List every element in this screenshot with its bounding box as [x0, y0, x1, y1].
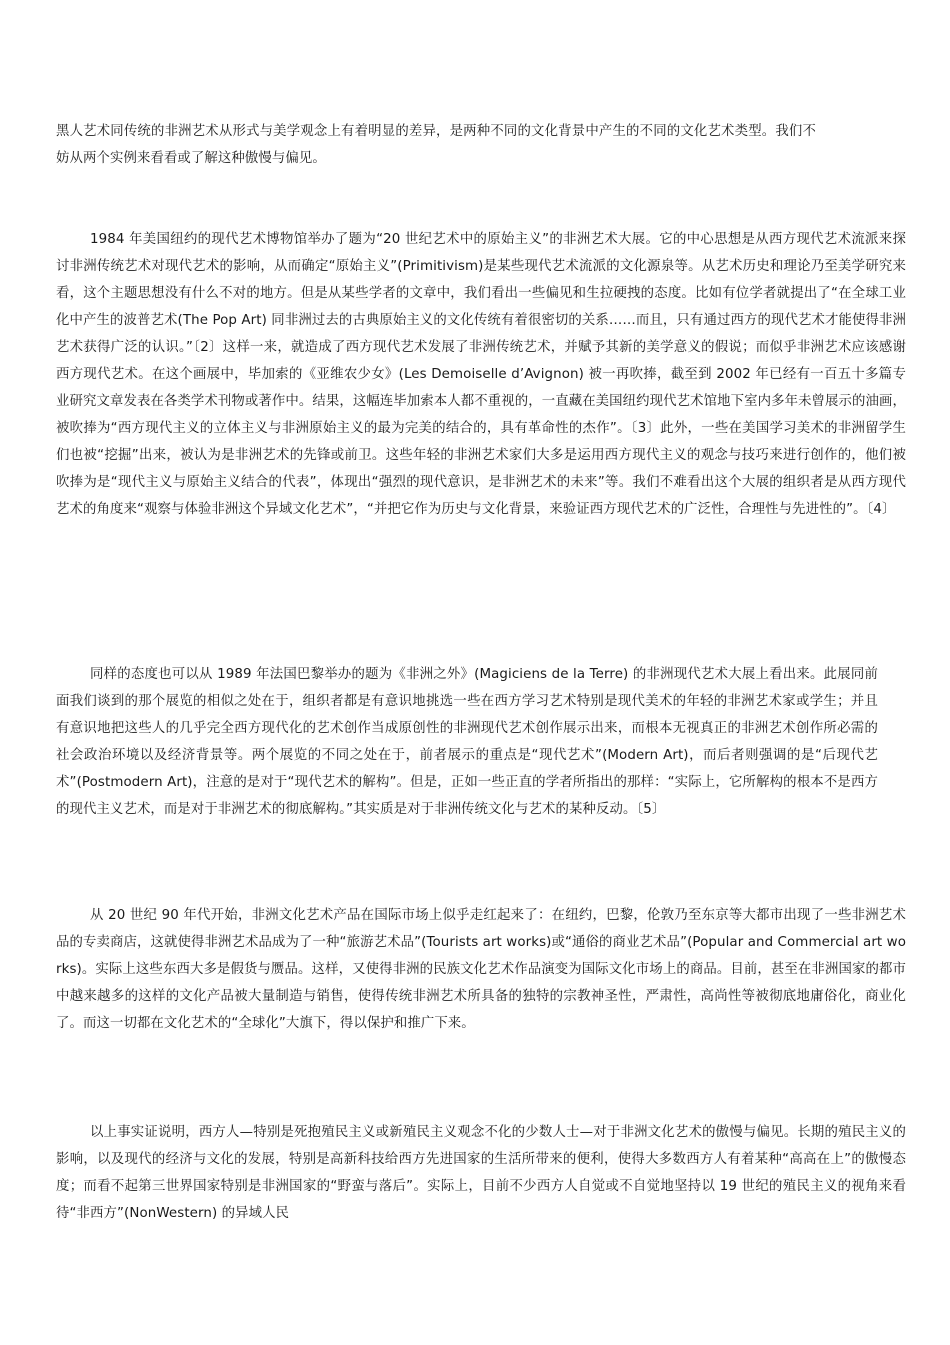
paragraph-art-market: 从 20 世纪 90 年代开始，非洲文化艺术产品在国际市场上似乎走红起来了：在纽约，巴黎，伦敦乃至东京等大都市出现了一些非洲艺术品的专卖商店，这就使得非洲艺术品成为了一种“旅游艺术品”(Tourists art works)或“通俗的商业艺术品”(Popular and Commercial art works)。实际上这些东西大多是假货与赝品。这样，又使得非洲的民族文化艺术作品演变为国际文化市场上的商品。目前，甚至在非洲国家的都市中越来越多的这样的文化产品被大量制造与销售，使得传统非洲艺术所具备的独特的宗教神圣性，严肃性，高尚性等被彻底地庸俗化，商业化了。而这一切都在文化艺术的“全球化”大旗下，得以保护和推广下来。: [56, 908, 906, 1031]
paragraph-moma-1984: 1984 年美国纽约的现代艺术博物馆举办了题为“20 世纪艺术中的原始主义”的非洲艺术大展。它的中心思想是从西方现代艺术流派来探讨非洲传统艺术对现代艺术的影响，从而确定“原始主义”(Primitivism)是某些现代艺术流派的文化源泉等。从艺术历史和理论乃至美学研究来看，这个主题思想没有什么不对的地方。但是从某些学者的文章中，我们看出一些偏见和生拉硬拽的态度。比如有位学者就提出了“在全球工业化中产生的波普艺术(The Pop Art) 同非洲过去的古典原始主义的文化传统有着很密切的关系……而且，只有通过西方的现代艺术才能使得非洲艺术获得广泛的认识。”〔2〕这样一来，就造成了西方现代艺术发展了非洲传统艺术，并赋予其新的美学意义的假说；而似乎非洲艺术应该感谢西方现代艺术。在这个画展中，毕加索的《亚维农少女》(Les Demoiselle d’Avignon) 被一再吹捧，截至到 2002 年已经有一百五十多篇专业研究文章发表在各类学术刊物或著作中。结果，这幅连毕加索本人都不重视的，一直藏在美国纽约现代艺术馆地下室内多年未曾展示的油画，被吹捧为“西方现代主义的立体主义与非洲原始主义的最为完美的结合的，具有革命性的杰作”。〔3〕此外，一些在美国学习美术的非洲留学生们也被“挖掘”出来，被认为是非洲艺术的先锋或前卫。这些年轻的非洲艺术家们大多是运用西方现代主义的观念与技巧来进行创作的，他们被吹捧为是“现代主义与原始主义结合的代表”，体现出“强烈的现代意识，是非洲艺术的未来”等。我们不难看出这个大展的组织者是从西方现代艺术的角度来“观察与体验非洲这个异域文化艺术”，“并把它作为历史与文化背景，来验证西方现代艺术的广泛性，合理性与先进性的”。〔4〕: [56, 232, 906, 517]
paragraph-conclusion: 以上事实证说明，西方人—特别是死抱殖民主义或新殖民主义观念不化的少数人士—对于非洲文化艺术的傲慢与偏见。长期的殖民主义的影响，以及现代的经济与文化的发展，特别是高新科技给西方先进国家的生活所带来的便利，使得大多数西方人有着某种“高高在上”的傲慢态度；而看不起第三世界国家特别是非洲国家的“野蛮与落后”。实际上，目前不少西方人自觉或不自觉地坚持以 19 世纪的殖民主义的视角来看待“非西方”(NonWestern) 的异域人民: [56, 1125, 906, 1221]
paragraph-paris-1989: 同样的态度也可以从 1989 年法国巴黎举办的题为《非洲之外》(Magiciens de la Terre) 的非洲现代艺术大展上看出来。此展同前面我们谈到的那个展览的相似之处在于，组织者都是有意识地挑选一些在西方学习艺术特别是现代美术的年轻的非洲艺术家或学生；并且有意识地把这些人的几乎完全西方现代化的艺术创作当成原创性的非洲现代艺术创作展示出来，而根本无视真正的非洲艺术创作所必需的社会政治环境以及经济背景等。两个展览的不同之处在于，前者展示的重点是“现代艺术”(Modern Art)，而后者则强调的是“后现代艺术”(Postmodern Art)，注意的是对于“现代艺术的解构”。但是，正如一些正直的学者所指出的那样：“实际上，它所解构的根本不是西方的现代主义艺术，而是对于非洲艺术的彻底解构。”其实质是对于非洲传统文化与艺术的某种反动。〔5〕: [56, 667, 878, 817]
paragraph-intro: 黑人艺术同传统的非洲艺术从形式与美学观念上有着明显的差异，是两种不同的文化背景中产生的不同的文化艺术类型。我们不妨从两个实例来看看或了解这种傲慢与偏见。: [56, 124, 816, 166]
